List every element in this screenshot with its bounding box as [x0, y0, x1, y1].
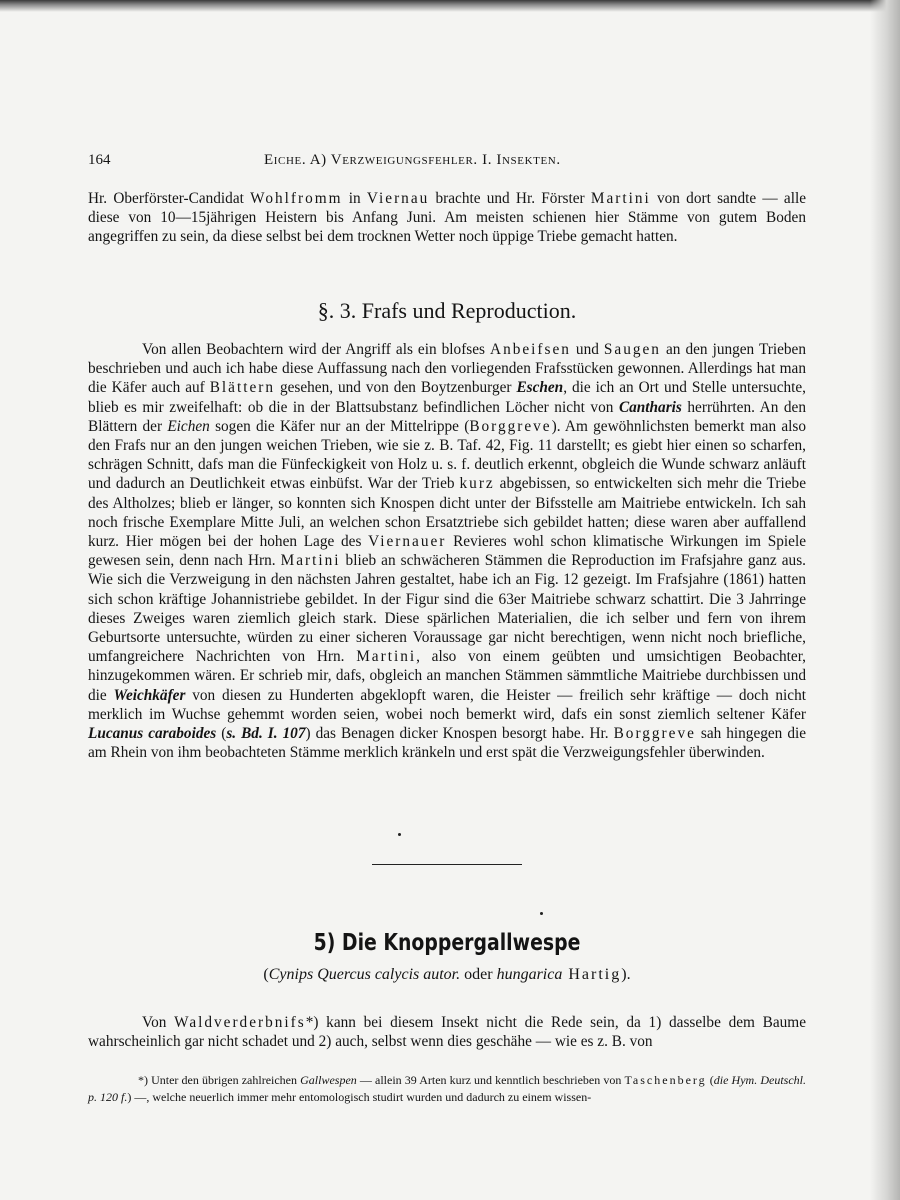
taxon-name: Lucanus caraboides [88, 725, 217, 743]
text-run: ). [621, 966, 631, 983]
taxon-name: Cynips Quercus calycis autor. [268, 966, 461, 983]
place-name: Viernauer [368, 533, 447, 551]
taxon-name: hungarica [496, 966, 563, 983]
text-run: ) das Benagen dicker Knospen besorgt habe. Hr. [305, 725, 614, 743]
text-run: , also von einem geübten und umsichtigen Beobachter, hinzugekommen wären. Er schrieb mir, dafs, obgleich an manchen Stämmen sämmtliche Maitriebe durchbissen und die [88, 648, 806, 704]
running-head [88, 152, 806, 174]
text-run: von diesen zu Hunderten abgeklopft waren, die Heister — freilich sehr kräftige — doch nicht merklich im Wuchse gehemmt worden seien, wobei noch bemerkt wird, dafs ein sonst ziemlich seltener Käfer [88, 686, 806, 723]
text-run: , die ich an Ort und Stelle untersuchte, blieb es mir zweifelhaft: ob die in der Blattsubstanz befindlichen Löcher nicht von [88, 379, 807, 416]
text-run: gesehen, und von den Boytzenburger [275, 379, 517, 397]
spaced-term: Anbeifsen [490, 341, 571, 358]
spaced-term: Saugen [603, 341, 661, 358]
place-name: Viernau [366, 190, 430, 207]
taxon-name: Cantharis [618, 398, 682, 416]
intro-paragraph [88, 189, 806, 247]
text-run: — allein 39 Arten kurz und kenntlich beschrieben von [356, 1073, 625, 1087]
page-number: 164 [88, 152, 111, 168]
spaced-term: kurz [459, 475, 495, 493]
scan-edge-top [0, 0, 900, 12]
footnote [88, 1072, 806, 1106]
person-name: Borggreve [613, 725, 696, 743]
speck-mark [398, 833, 401, 836]
section-divider-rule [372, 864, 522, 865]
text-run: ) —, welche neuerlich immer mehr entomologisch studirt wurden und dadurch zu einem wissen- [127, 1090, 592, 1104]
running-title: Eiche. A) Verzweigungsfehler. I. Insekten. [264, 152, 561, 168]
taxon-name: Eschen [516, 379, 564, 397]
text-run: herrührten. An den Blättern der [88, 398, 806, 435]
text-run: oder [460, 966, 497, 983]
text-run: von dort sandte — alle diese von 10—15jährigen Heistern bis Anfang Juni. Am meisten schienen hier Stämme von gutem Boden angegriffen zu sein, da diese selbst bei dem trocknen Wetter noch üppige Triebe gemacht hatten. [88, 190, 806, 246]
text-run: Von [142, 1014, 175, 1031]
main-paragraph [88, 340, 806, 762]
text-run: ( [706, 1073, 714, 1087]
person-name: Martini [590, 190, 651, 207]
text-run: Revieres wohl schon klimatische Wirkungen im Spiele gewesen sein, denn nach Hrn. [88, 533, 806, 570]
text-run: blieb an schwächeren Stämmen die Reproduction im Frafsjahre ganz aus. Wie sich die Verzweigung in den nächsten Jahren gestaltet, habe ich an Fig. 12 gezeigt. Im Frafsjahre (1861) hatten sich schon kräftige Johannistriebe gebildet. In der Figur sind die 63er Maitriebe schwarz schattirt. Die 3 Jahrringe dieses Zweiges waren ziemlich gleich stark. Diese spärlichen Materialien, die ich selber und fern von ihrem Geburtsorte untersuchte, würden zu einer sicheren Voraussage gar nicht berechtigen, wenn nicht noch briefliche, umfangreichere Nachrichten von Hrn. [88, 552, 806, 666]
text-run: Von allen Beobachtern wird der Angriff als ein blofses [142, 341, 491, 358]
spaced-term: Blättern [209, 379, 276, 397]
text-run: brachte und Hr. Förster [429, 190, 591, 207]
text-run: sah hingegen die am Rhein von ihm beobachteten Stämme merklich kränkeln und erst spät die Verzweigungsfehler überwinden. [88, 725, 807, 762]
speck-mark [540, 912, 543, 915]
cross-reference: die Hym. Deutschl. p. 120 f. [88, 1073, 806, 1104]
text-run: ( [216, 725, 227, 743]
text-run: ( [263, 966, 269, 983]
cross-reference: s. Bd. I. 107 [226, 725, 306, 743]
text-run: ). Am gewöhnlichsten bemerkt man also den Frafs nur an den jungen weichen Trieben, wie sie z. B. Taf. 42, Fig. 11 darstellt; es giebt hier einen so scharfen, schrägen Schnitt, dafs man die Fünfeckigkeit von Holz u. s. f. deutlich erkennt, obgleich die Wunde schwarz anläuft und dadurch an Deutlichkeit etwas einbüfst. War der Trieb [88, 417, 807, 493]
text-run: *) Unter den übrigen zahlreichen [138, 1073, 301, 1087]
person-name: Borggreve [469, 417, 552, 435]
text-run: sogen die Käfer nur an der Mittelrippe ( [209, 417, 470, 435]
scan-edge-right [870, 0, 900, 1200]
taxon-name: Gallwespen [300, 1073, 357, 1087]
chapter-title: 5) Die Knoppergallwespe [313, 930, 581, 956]
person-name: Hartig [562, 966, 622, 983]
spaced-term: Waldverderbnifs [174, 1014, 306, 1031]
section-heading: §. 3. Frafs und Reproduction. [317, 298, 577, 323]
text-run: *) kann bei diesem Insekt nicht die Rede sein, da 1) dasselbe dem Baume wahrscheinlich gar nicht schadet und 2) auch, selbst wenn dies geschähe — wie es z. B. von [88, 1014, 806, 1051]
chapter-subtitle [88, 966, 806, 984]
text-run: Hr. Oberförster-Candidat [88, 190, 251, 207]
taxon-name: Eichen [167, 417, 210, 435]
chapter-paragraph [88, 1013, 806, 1051]
person-name: Martini [280, 552, 341, 570]
text-run: in [342, 190, 367, 207]
taxon-name: Weichkäfer [113, 686, 186, 704]
text-run: an den jungen Trieben beschrieben und auch ich habe diese Auffassung nach den vorliegenden Frafsstücken gewonnen. Allerdings hat man die Käfer auch auf [88, 341, 806, 397]
person-name: Taschenberg [624, 1073, 707, 1087]
person-name: Wohlfromm [250, 190, 343, 207]
text-run: und [570, 341, 604, 358]
text-run: abgebissen, so entwickelten sich mehr die Triebe des Altholzes; blieb er länger, so konnten sich Knospen dicht unter der Bifsstelle am Maitriebe entwickeln. Ich sah noch frische Exemplare Mitte Juli, an welchen schon Ersatztriebe sich gebildet hatten; diese waren aber auffallend kurz. Hier mögen bei der hohen Lage des [88, 475, 806, 551]
person-name: Martini [356, 648, 417, 666]
